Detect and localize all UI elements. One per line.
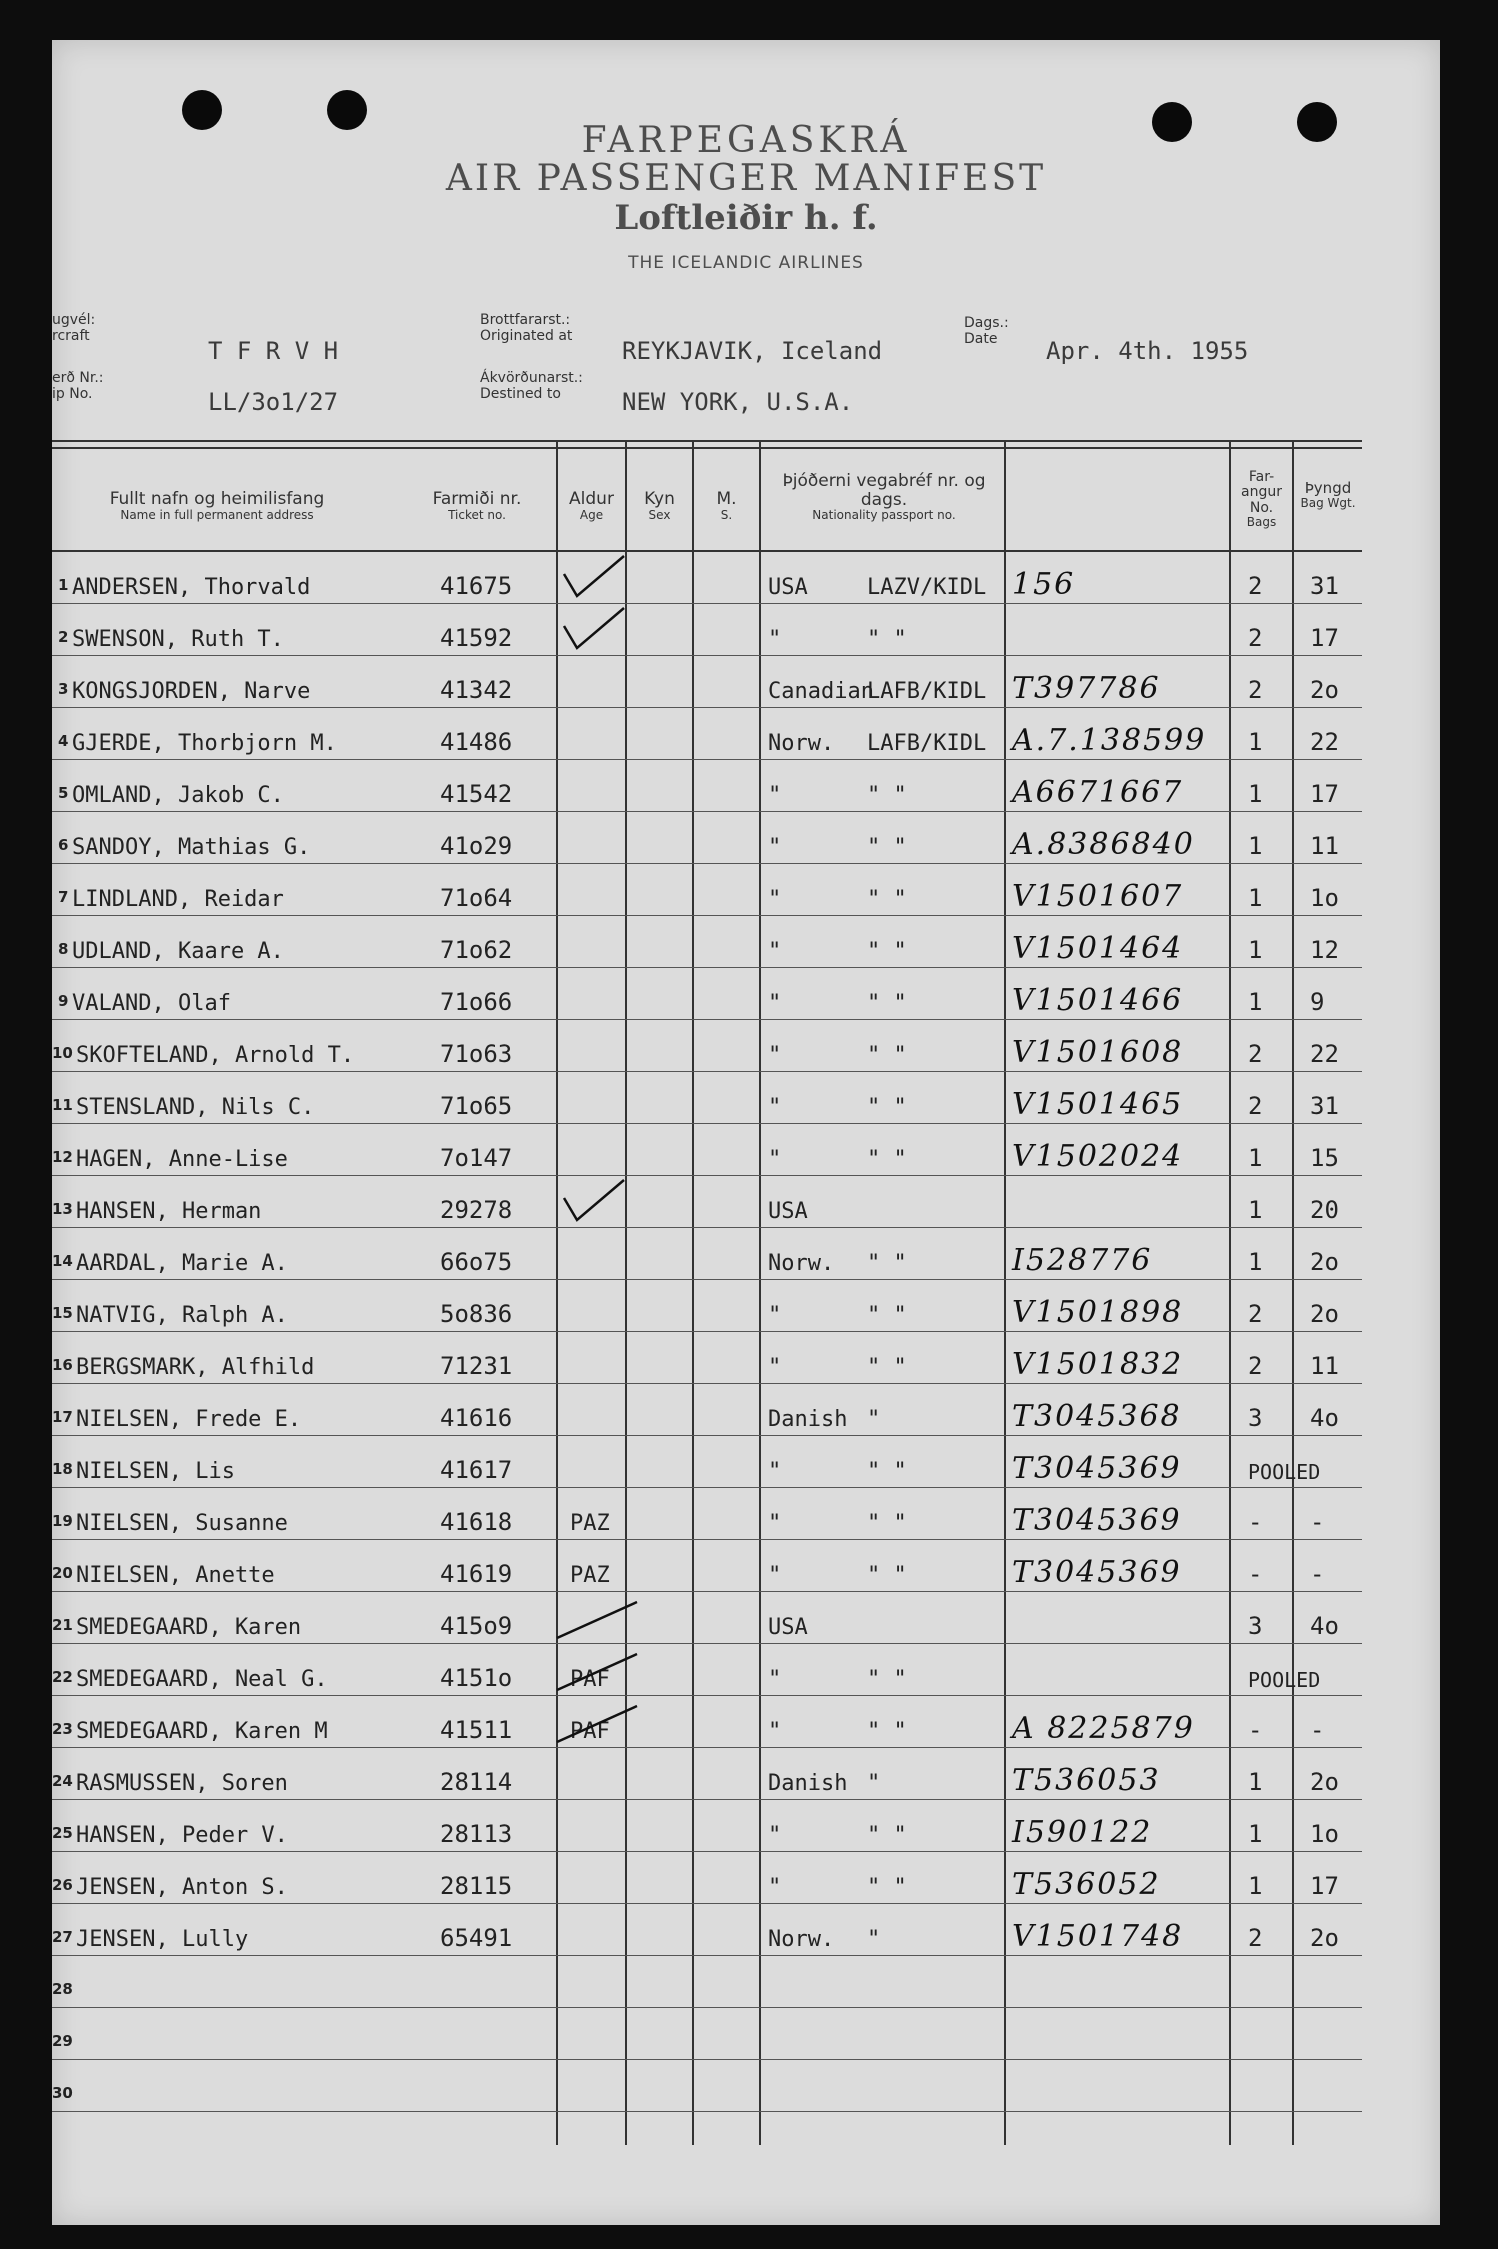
bag-weight-cell: 20	[1310, 1196, 1339, 1224]
row-number: 5	[58, 784, 69, 802]
ticket-number: 66o75	[440, 1248, 513, 1276]
nationality-cell: "	[768, 1563, 782, 1588]
passenger-name: NIELSEN, Susanne	[76, 1511, 288, 1536]
bag-weight-cell: 11	[1310, 1352, 1339, 1380]
nationality-cell: "	[768, 1667, 782, 1692]
airline-name: Loftleiðir h. f.	[614, 198, 878, 238]
passenger-name: LINDLAND, Reidar	[72, 887, 284, 912]
nationality-cell: "	[768, 1095, 782, 1120]
visa-cell: " "	[867, 1147, 907, 1172]
passenger-name: OMLAND, Jakob C.	[72, 783, 284, 808]
passport-number: T3045369	[1012, 1555, 1182, 1590]
visa-cell: "	[867, 1927, 881, 1952]
bag-weight-cell: 31	[1310, 1092, 1339, 1120]
visa-cell: LAFB/KIDL	[867, 679, 987, 704]
row-number: 29	[52, 2032, 73, 2050]
visa-cell: " "	[867, 1719, 907, 1744]
row-number: 6	[58, 836, 69, 854]
title-icelandic: FARPEGASKRÁ	[581, 120, 911, 161]
bags-cell: 1	[1248, 1768, 1263, 1796]
bag-weight-cell: 22	[1310, 1040, 1339, 1068]
passenger-name: HAGEN, Anne-Lise	[76, 1147, 288, 1172]
passport-number: V1501898	[1012, 1295, 1184, 1330]
visa-cell: " "	[867, 1043, 907, 1068]
passport-number: V1501832	[1012, 1347, 1184, 1382]
row-number: 13	[52, 1200, 73, 1218]
visa-cell: " "	[867, 1875, 907, 1900]
age-cell: PAF	[570, 1719, 610, 1744]
nationality-cell: Norw.	[768, 1251, 835, 1276]
col-ticket-header: Farmiði nr. Ticket no.	[432, 489, 522, 522]
airline-subtitle: THE ICELANDIC AIRLINES	[628, 253, 864, 273]
nationality-cell: "	[768, 835, 782, 860]
passenger-name: SMEDEGAARD, Karen M	[76, 1719, 328, 1744]
bags-cell: 2	[1248, 1300, 1263, 1328]
bags-cell: 2	[1248, 624, 1263, 652]
row-number: 4	[58, 732, 69, 750]
bags-cell: 1	[1248, 1872, 1263, 1900]
nationality-cell: "	[768, 1823, 782, 1848]
passport-number: T3045369	[1012, 1503, 1182, 1538]
row-number: 16	[52, 1356, 73, 1374]
bag-weight-cell: 12	[1310, 936, 1339, 964]
bags-cell: 1	[1248, 728, 1263, 756]
bags-cell: 1	[1248, 884, 1263, 912]
passenger-name: JENSEN, Anton S.	[76, 1875, 288, 1900]
passenger-name: UDLAND, Kaare A.	[72, 939, 284, 964]
passenger-name: NIELSEN, Lis	[76, 1459, 235, 1484]
ticket-number: 41617	[440, 1456, 513, 1484]
bags-cell: 1	[1248, 1248, 1263, 1276]
ticket-number: 41542	[440, 780, 513, 808]
ticket-number: 71o63	[440, 1040, 513, 1068]
visa-cell: " "	[867, 1303, 907, 1328]
bag-weight-cell: 1o	[1310, 884, 1339, 912]
passport-number: V1501465	[1012, 1087, 1184, 1122]
passport-number: A6671667	[1012, 775, 1184, 810]
passport-number: T536052	[1012, 1867, 1161, 1902]
passenger-name: RASMUSSEN, Soren	[76, 1771, 288, 1796]
date-label: Dags.: Date	[964, 315, 1009, 348]
nationality-cell: "	[768, 783, 782, 808]
ticket-number: 415o9	[440, 1612, 513, 1640]
age-cell: PAF	[570, 1667, 610, 1692]
handwritten-marks	[52, 40, 1440, 2225]
passport-number: V1501748	[1012, 1919, 1184, 1954]
passenger-name: SANDOY, Mathias G.	[72, 835, 311, 860]
visa-cell: " "	[867, 1251, 907, 1276]
nationality-cell: "	[768, 1511, 782, 1536]
bags-cell: POOLED	[1248, 1668, 1321, 1692]
ticket-number: 41618	[440, 1508, 513, 1536]
passenger-name: JENSEN, Lully	[76, 1927, 249, 1952]
bags-cell: 2	[1248, 676, 1263, 704]
visa-cell: "	[867, 1407, 881, 1432]
bags-cell: 2	[1248, 1092, 1263, 1120]
row-number: 3	[58, 680, 69, 698]
ticket-number: 41486	[440, 728, 513, 756]
row-number: 1	[58, 576, 69, 594]
row-number: 21	[52, 1616, 73, 1634]
row-number: 27	[52, 1928, 73, 1946]
ticket-number: 41511	[440, 1716, 513, 1744]
passport-number: I590122	[1012, 1815, 1153, 1850]
row-number: 19	[52, 1512, 73, 1530]
visa-cell: LAFB/KIDL	[867, 731, 987, 756]
visa-cell: " "	[867, 1459, 907, 1484]
aircraft-label: ugvél: rcraft	[52, 312, 96, 345]
nationality-cell: "	[768, 627, 782, 652]
passport-number: V1501464	[1012, 931, 1184, 966]
bags-cell: -	[1248, 1508, 1263, 1536]
ticket-number: 71o64	[440, 884, 513, 912]
row-number: 9	[58, 992, 69, 1010]
nationality-cell: "	[768, 1355, 782, 1380]
passenger-name: NATVIG, Ralph A.	[76, 1303, 288, 1328]
visa-cell: " "	[867, 1355, 907, 1380]
check-mark	[564, 556, 624, 596]
visa-cell: " "	[867, 627, 907, 652]
row-number: 10	[52, 1044, 73, 1062]
bags-cell: 1	[1248, 1820, 1263, 1848]
bag-weight-cell: -	[1310, 1508, 1325, 1536]
dest-value: NEW YORK, U.S.A.	[622, 388, 854, 416]
row-number: 8	[58, 940, 69, 958]
bag-weight-cell: 17	[1310, 1872, 1339, 1900]
ticket-number: 41619	[440, 1560, 513, 1588]
row-number: 22	[52, 1668, 73, 1686]
bags-cell: 1	[1248, 988, 1263, 1016]
bag-weight-cell: 15	[1310, 1144, 1339, 1172]
ticket-number: 41o29	[440, 832, 513, 860]
origin-label: Brottfararst.: Originated at	[480, 312, 573, 345]
row-number: 15	[52, 1304, 73, 1322]
origin-value: REYKJAVIK, Iceland	[622, 337, 883, 365]
passenger-name: KONGSJORDEN, Narve	[72, 679, 311, 704]
nationality-cell: "	[768, 939, 782, 964]
visa-cell: " "	[867, 1563, 907, 1588]
ticket-number: 41342	[440, 676, 513, 704]
flight-label: erð Nr.: ip No.	[52, 370, 104, 403]
passenger-name: SMEDEGAARD, Neal G.	[76, 1667, 328, 1692]
visa-cell: " "	[867, 783, 907, 808]
passenger-name: SKOFTELAND, Arnold T.	[76, 1043, 355, 1068]
ticket-number: 71o65	[440, 1092, 513, 1120]
col-bags-header: Far-angur No. Bags	[1241, 469, 1282, 530]
col-weight-header: Þyngd Bag Wgt.	[1300, 479, 1356, 510]
passport-number: A.8386840	[1012, 827, 1195, 862]
ticket-number: 7o147	[440, 1144, 513, 1172]
row-number: 11	[52, 1096, 73, 1114]
ticket-number: 28113	[440, 1820, 513, 1848]
passport-number: T536053	[1012, 1763, 1161, 1798]
row-number: 14	[52, 1252, 73, 1270]
passenger-name: NIELSEN, Frede E.	[76, 1407, 302, 1432]
passport-number: V1502024	[1012, 1139, 1184, 1174]
nationality-cell: "	[768, 887, 782, 912]
age-cell: PAZ	[570, 1511, 610, 1536]
ticket-number: 5o836	[440, 1300, 513, 1328]
bags-cell: 1	[1248, 1196, 1263, 1224]
nationality-cell: "	[768, 1875, 782, 1900]
bag-weight-cell: 2o	[1310, 1924, 1339, 1952]
ticket-number: 71231	[440, 1352, 513, 1380]
visa-cell: LAZV/KIDL	[867, 575, 987, 600]
passport-number: I528776	[1012, 1243, 1153, 1278]
ticket-number: 71o66	[440, 988, 513, 1016]
ticket-number: 28114	[440, 1768, 513, 1796]
passenger-name: SMEDEGAARD, Karen	[76, 1615, 302, 1640]
bag-weight-cell: 22	[1310, 728, 1339, 756]
passenger-name: HANSEN, Herman	[76, 1199, 262, 1224]
passport-number: T3045368	[1012, 1399, 1182, 1434]
bag-weight-cell: 4o	[1310, 1404, 1339, 1432]
nationality-cell: Danish	[768, 1771, 848, 1796]
bags-cell: 1	[1248, 1144, 1263, 1172]
visa-cell: " "	[867, 939, 907, 964]
nationality-cell: "	[768, 1043, 782, 1068]
visa-cell: " "	[867, 1511, 907, 1536]
ticket-number: 4151o	[440, 1664, 513, 1692]
bag-weight-cell: 1o	[1310, 1820, 1339, 1848]
bags-cell: 2	[1248, 1352, 1263, 1380]
bag-weight-cell: 2o	[1310, 1300, 1339, 1328]
col-name-header: Fullt nafn og heimilisfang Name in full permanent address	[109, 489, 325, 522]
nationality-cell: USA	[768, 575, 808, 600]
nationality-cell: Norw.	[768, 731, 835, 756]
manifest-page	[52, 40, 1440, 2225]
aircraft-value: T F R V H	[208, 337, 339, 365]
col-nationality-header: Þjóðerni vegabréf nr. og dags. Nationality passport no.	[782, 471, 986, 523]
bag-weight-cell: 31	[1310, 572, 1339, 600]
col-ms-header: M. S.	[716, 489, 737, 522]
bag-weight-cell: 9	[1310, 988, 1325, 1016]
visa-cell: " "	[867, 991, 907, 1016]
passenger-name: BERGSMARK, Alfhild	[76, 1355, 315, 1380]
row-number: 30	[52, 2084, 73, 2102]
col-age-header: Aldur Age	[569, 489, 614, 522]
bag-weight-cell: -	[1310, 1716, 1325, 1744]
age-cell: PAZ	[570, 1563, 610, 1588]
row-number: 17	[52, 1408, 73, 1426]
passenger-name: ANDERSEN, Thorvald	[72, 575, 311, 600]
bags-cell: 2	[1248, 1924, 1263, 1952]
row-number: 2	[58, 628, 69, 646]
ticket-number: 29278	[440, 1196, 513, 1224]
nationality-cell: USA	[768, 1615, 808, 1640]
bags-cell: 2	[1248, 1040, 1263, 1068]
visa-cell: " "	[867, 887, 907, 912]
passenger-name: AARDAL, Marie A.	[76, 1251, 288, 1276]
ticket-number: 41592	[440, 624, 513, 652]
bags-cell: -	[1248, 1716, 1263, 1744]
ticket-number: 41675	[440, 572, 513, 600]
bag-weight-cell: 2o	[1310, 1248, 1339, 1276]
nationality-cell: USA	[768, 1199, 808, 1224]
passenger-name: SWENSON, Ruth T.	[72, 627, 284, 652]
bags-cell: 1	[1248, 936, 1263, 964]
ticket-number: 65491	[440, 1924, 513, 1952]
nationality-cell: "	[768, 991, 782, 1016]
bag-weight-cell: 17	[1310, 624, 1339, 652]
bags-cell: 2	[1248, 572, 1263, 600]
row-number: 20	[52, 1564, 73, 1582]
bags-cell: 3	[1248, 1612, 1263, 1640]
strike-mark	[557, 1602, 637, 1638]
row-number: 23	[52, 1720, 73, 1738]
bags-cell: 3	[1248, 1404, 1263, 1432]
passport-number: A.7.138599	[1012, 723, 1207, 758]
passport-number: A 8225879	[1012, 1711, 1195, 1746]
visa-cell: " "	[867, 835, 907, 860]
check-mark	[564, 608, 624, 648]
row-number: 18	[52, 1460, 73, 1478]
title-english: AIR PASSENGER MANIFEST	[445, 158, 1047, 199]
strike-mark	[557, 1706, 637, 1742]
bag-weight-cell: 2o	[1310, 676, 1339, 704]
date-value: Apr. 4th. 1955	[1046, 337, 1249, 365]
visa-cell: " "	[867, 1095, 907, 1120]
row-number: 28	[52, 1980, 73, 1998]
dest-label: Ákvörðunarst.: Destined to	[480, 370, 583, 403]
visa-cell: " "	[867, 1823, 907, 1848]
flight-value: LL/3o1/27	[208, 388, 339, 416]
ticket-number: 28115	[440, 1872, 513, 1900]
bags-cell: 1	[1248, 832, 1263, 860]
passport-number: V1501608	[1012, 1035, 1184, 1070]
ticket-number: 41616	[440, 1404, 513, 1432]
row-number: 25	[52, 1824, 73, 1842]
passport-number: 156	[1012, 567, 1076, 602]
passport-number: V1501466	[1012, 983, 1184, 1018]
row-number: 7	[58, 888, 69, 906]
row-number: 26	[52, 1876, 73, 1894]
bag-weight-cell: 4o	[1310, 1612, 1339, 1640]
nationality-cell: Danish	[768, 1407, 848, 1432]
bags-cell: POOLED	[1248, 1460, 1321, 1484]
passenger-name: NIELSEN, Anette	[76, 1563, 275, 1588]
check-mark	[564, 1180, 624, 1220]
passport-number: T397786	[1012, 671, 1161, 706]
nationality-cell: "	[768, 1459, 782, 1484]
strike-mark	[557, 1654, 637, 1690]
passenger-name: HANSEN, Peder V.	[76, 1823, 288, 1848]
passport-number: V1501607	[1012, 879, 1184, 914]
bag-weight-cell: 11	[1310, 832, 1339, 860]
ticket-number: 71o62	[440, 936, 513, 964]
passenger-name: GJERDE, Thorbjorn M.	[72, 731, 337, 756]
visa-cell: " "	[867, 1667, 907, 1692]
row-number: 24	[52, 1772, 73, 1790]
bag-weight-cell: -	[1310, 1560, 1325, 1588]
nationality-cell: Canadian	[768, 679, 874, 704]
col-sex-header: Kyn Sex	[644, 489, 675, 522]
bags-cell: -	[1248, 1560, 1263, 1588]
nationality-cell: "	[768, 1303, 782, 1328]
nationality-cell: "	[768, 1147, 782, 1172]
passenger-name: VALAND, Olaf	[72, 991, 231, 1016]
row-number: 12	[52, 1148, 73, 1166]
nationality-cell: Norw.	[768, 1927, 835, 1952]
visa-cell: "	[867, 1771, 881, 1796]
passport-number: T3045369	[1012, 1451, 1182, 1486]
bag-weight-cell: 17	[1310, 780, 1339, 808]
nationality-cell: "	[768, 1719, 782, 1744]
bags-cell: 1	[1248, 780, 1263, 808]
passenger-name: STENSLAND, Nils C.	[76, 1095, 315, 1120]
bag-weight-cell: 2o	[1310, 1768, 1339, 1796]
